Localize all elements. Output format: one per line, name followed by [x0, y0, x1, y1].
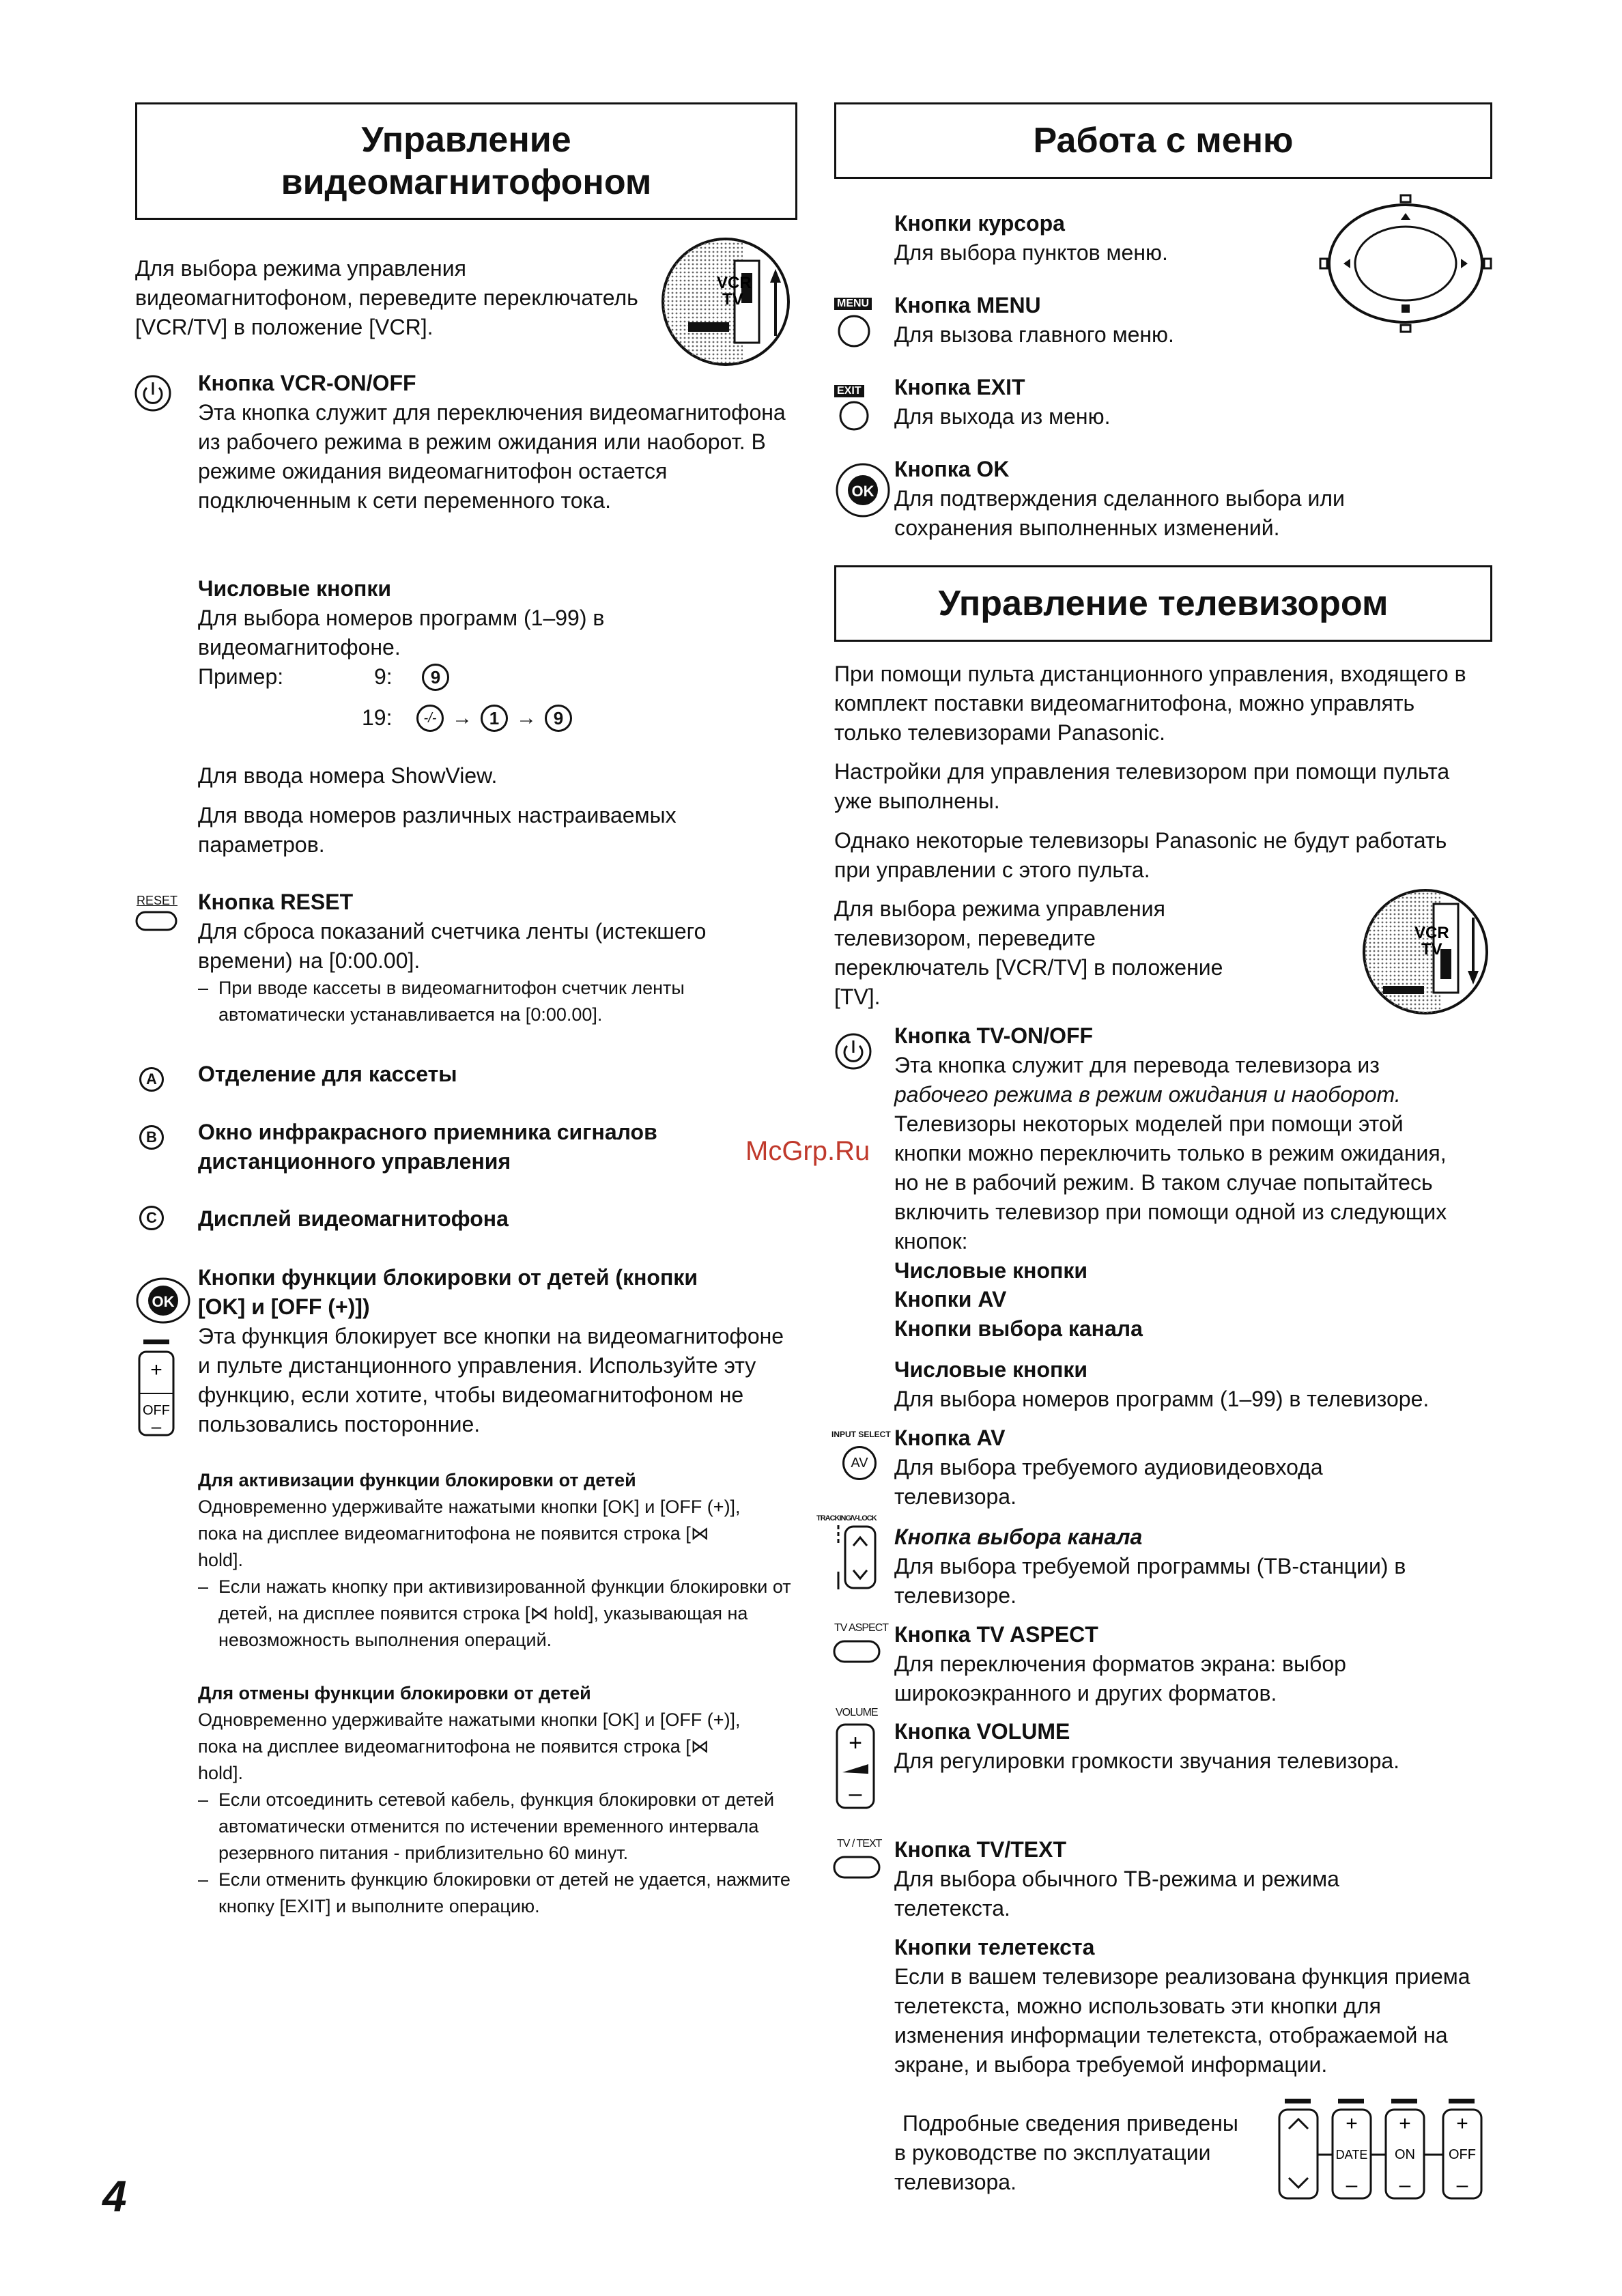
vcr-tv-switch-icon	[654, 233, 797, 370]
params-text: Для ввода номеров различных настраиваемых параметров.	[198, 803, 677, 857]
page-number: 4	[102, 2172, 127, 2221]
minus-icon: –	[1456, 2174, 1468, 2196]
mark-c-icon: C	[139, 1206, 164, 1230]
menu-title-box	[834, 102, 1492, 179]
minus-icon: –	[1346, 2174, 1358, 2196]
volume-text: Для регулировки громкости звучания телевизора.	[894, 1748, 1400, 1773]
power-icon	[134, 374, 172, 412]
menu-icon-label: MENU	[834, 298, 872, 310]
channel-button-icon	[830, 1524, 879, 1592]
exit-text: Для выхода из меню.	[894, 404, 1111, 429]
tvtext-icon-label: TV / TEXT	[837, 1838, 882, 1849]
plus-icon: +	[150, 1359, 162, 1381]
ok-heading: Кнопка OK	[894, 457, 1010, 481]
aspect-icon-label: TV ASPECT	[834, 1622, 889, 1634]
ok-button-icon	[135, 1277, 191, 1324]
switch-vcr-label: VCR	[717, 274, 752, 292]
volume-button-icon	[833, 1722, 878, 1812]
tv-control-title: Управление телевизором	[938, 584, 1389, 623]
tv-para-2: Настройки для управления телевизором при помощи пульта уже выполнены.	[834, 759, 1450, 813]
plus-icon: +	[1456, 2112, 1468, 2135]
cursor-text: Для выбора пунктов меню.	[894, 240, 1168, 265]
tv-on-off-list-2: Кнопки AV	[894, 1287, 1007, 1312]
child-lock-heading: Кнопки функции блокировки от детей (кнопки [OK] и [OFF (+)])	[198, 1265, 698, 1319]
tv-on-off-text-2: Телевизоры некоторых моделей при помощи этой кнопки можно переключить только в режим ожидания, но не в рабочий режим. В таком случае попытайтесь включить телевизор при помощи одной из следующих кнопок:	[894, 1111, 1447, 1253]
tv-para-1: При помощи пульта дистанционного управления, входящего в комплект поставки видеомагнитофона, можно управлять только телевизорами Panasonic.	[834, 662, 1466, 745]
tv-on-off-list-1: Числовые кнопки	[894, 1258, 1087, 1283]
switch-tv-label: TV	[1421, 940, 1442, 959]
menu-title: Работа с меню	[1033, 121, 1294, 160]
reset-text: Для сброса показаний счетчика ленты (истекшего времени) на [0:00.00].	[198, 919, 707, 973]
ir-receiver-window: Окно инфракрасного приемника сигналов дистанционного управления	[198, 1120, 657, 1174]
cancel-note-item: – Если отменить функцию блокировки от детей не удается, нажмите кнопку [EXIT] и выполните операцию.	[198, 1867, 799, 1920]
menu-button-icon	[837, 314, 871, 348]
ok-button-icon	[834, 462, 892, 519]
cancel-note-item: – Если отсоединить сетевой кабель, функция блокировки от детей автоматически отменится по истечении временного интервала резервного питания - приблизительно 60 минут.	[198, 1787, 799, 1867]
tv-para-4: Для выбора режима управления телевизором, переведите переключатель [VCR/TV] в положение [TV].	[834, 896, 1223, 1009]
button-9-icon: 9	[422, 664, 449, 691]
vcr-on-off-heading: Кнопка VCR-ON/OFF	[198, 371, 416, 395]
volume-icon-label: VOLUME	[836, 1707, 878, 1718]
child-lock-cancel-notes	[198, 1787, 799, 1920]
activate-note-item: – Если нажать кнопку при активизированной функции блокировки от детей, на дисплее появится строка [⋈ hold], указывающая на невозможность выполнения операций.	[198, 1574, 799, 1654]
aspect-button-icon	[833, 1640, 881, 1663]
button-1-icon: 1	[481, 705, 508, 732]
off-label: OFF	[143, 1403, 170, 1418]
arrow-icon: →	[516, 707, 537, 729]
teletext-text: Если в вашем телевизоре реализована функция приема телетекста, можно использовать эти кнопки для изменения информации телетекста, отображаемой на экране, и выбора требуемой информации.	[894, 1964, 1470, 2077]
plus-icon: +	[1399, 2112, 1411, 2135]
vcr-tv-switch-icon	[1356, 883, 1495, 1020]
child-lock-activate-text: Одновременно удерживайте нажатыми кнопки [OK] и [OFF (+)], пока на дисплее видеомагнитофона не появится строка [⋈ hold].	[198, 1497, 741, 1570]
ok-text: Для подтверждения сделанного выбора или сохранения выполненных изменений.	[894, 486, 1345, 540]
mark-a-icon: A	[139, 1067, 164, 1092]
tv-para-3: Однако некоторые телевизоры Panasonic не будут работать при управлении с этого пульта.	[834, 828, 1447, 882]
child-lock-cancel-text: Одновременно удерживайте нажатыми кнопки [OK] и [OFF (+)], пока на дисплее видеомагнитофона не появится строка [⋈ hold].	[198, 1710, 741, 1783]
tv-numeric-text: Для выбора номеров программ (1–99) в телевизоре.	[894, 1387, 1429, 1411]
minus-icon: –	[151, 1416, 162, 1436]
vcr-display: Дисплей видеомагнитофона	[198, 1206, 509, 1231]
teletext-ref: Подробные сведения приведены в руководстве по эксплуатации телевизора.	[894, 2111, 1238, 2194]
example-2-label: 19:	[362, 705, 393, 730]
date-label: DATE	[1335, 2148, 1368, 2162]
menu-heading: Кнопка MENU	[894, 293, 1041, 317]
tv-on-off-heading: Кнопка TV-ON/OFF	[894, 1023, 1094, 1048]
watermark: McGrp.Ru	[745, 1136, 870, 1166]
channel-heading: Кнопка выбора канала	[894, 1525, 1143, 1549]
switch-tv-label: TV	[722, 290, 743, 309]
menu-text: Для вызова главного меню.	[894, 322, 1174, 347]
tv-on-off-text-1: Эта кнопка служит для перевода телевизора из	[894, 1053, 1380, 1077]
minus-icon: –	[849, 1781, 862, 1806]
tvtext-heading: Кнопка TV/TEXT	[894, 1837, 1066, 1862]
channel-text: Для выбора требуемой программы (ТВ-станции) в телевизоре.	[894, 1554, 1406, 1608]
power-icon	[834, 1032, 872, 1071]
numeric-buttons-heading: Числовые кнопки	[198, 576, 391, 601]
showview-text: Для ввода номера ShowView.	[198, 763, 498, 788]
button-9-icon: 9	[545, 705, 572, 732]
reset-heading: Кнопка RESET	[198, 890, 354, 914]
vcr-control-title: Управление видеомагнитофоном	[281, 120, 652, 202]
reset-button-icon	[135, 911, 177, 931]
plus-icon: +	[849, 1730, 862, 1756]
tv-numeric-heading: Числовые кнопки	[894, 1357, 1087, 1382]
mark-b-icon: B	[139, 1125, 164, 1150]
aspect-heading: Кнопка TV ASPECT	[894, 1622, 1098, 1647]
av-button-icon: AV	[842, 1446, 877, 1480]
example-2-sequence	[412, 703, 576, 733]
ok-icon-text: OK	[152, 1293, 175, 1310]
channel-icon-label: TRACKING/V-LOCK	[816, 1514, 877, 1522]
arrow-icon: →	[452, 707, 472, 729]
exit-button-icon	[838, 400, 870, 431]
tv-on-off-list-3: Кнопки выбора канала	[894, 1316, 1143, 1341]
example-1-label: 9:	[374, 664, 393, 689]
child-lock-activate-note	[198, 1574, 799, 1654]
cursor-pad-icon	[1316, 190, 1495, 337]
vcr-control-title-box	[135, 102, 797, 220]
exit-heading: Кнопка EXIT	[894, 375, 1025, 399]
reset-note	[198, 975, 799, 1028]
plus-icon: +	[1346, 2112, 1358, 2135]
tvtext-button-icon	[833, 1856, 881, 1879]
vcr-mode-intro: Для выбора режима управления видеомагнитофоном, переведите переключатель [VCR/TV] в положение [VCR].	[135, 256, 638, 339]
volume-heading: Кнопка VOLUME	[894, 1719, 1070, 1744]
minus-icon: –	[1399, 2174, 1411, 2196]
av-heading: Кнопка AV	[894, 1426, 1006, 1450]
reset-note-item: – При вводе кассеты в видеомагнитофон счетчик ленты автоматически устанавливается на [0:00.00].	[198, 975, 799, 1028]
vcr-on-off-text: Эта кнопка служит для переключения видеомагнитофона из рабочего режима в режим ожидания или наоборот. В режиме ожидания видеомагнитофон остается подключенным к сети переменного тока.	[198, 400, 786, 513]
teletext-buttons-icon	[1275, 2096, 1494, 2205]
tv-on-off-text-italic: рабочего режима в режим ожидания и наоборот.	[894, 1082, 1401, 1107]
child-lock-activate-heading: Для активизации функции блокировки от детей	[198, 1470, 636, 1490]
av-icon-label: INPUT SELECT	[831, 1430, 891, 1439]
cursor-heading: Кнопки курсора	[894, 211, 1065, 236]
teletext-heading: Кнопки телетекста	[894, 1935, 1095, 1959]
cassette-compartment: Отделение для кассеты	[198, 1062, 457, 1086]
aspect-text: Для переключения форматов экрана: выбор широкоэкранного и других форматов.	[894, 1652, 1346, 1705]
exit-icon-label: EXIT	[834, 385, 864, 397]
tv-control-title-box	[834, 565, 1492, 642]
switch-vcr-label: VCR	[1414, 924, 1449, 942]
off-label: OFF	[1449, 2147, 1476, 2162]
on-label: ON	[1395, 2147, 1415, 2162]
example-label: Пример:	[198, 664, 284, 689]
av-text: Для выбора требуемого аудиовидеовхода телевизора.	[894, 1455, 1323, 1509]
child-lock-text: Эта функция блокирует все кнопки на видеомагнитофоне и пульте дистанционного управления. Используйте эту функцию, если хотите, чтобы видеомагнитофоном не пользовались посторонние.	[198, 1324, 784, 1436]
reset-icon-label: RESET	[137, 894, 178, 907]
off-plus-button-icon	[135, 1338, 177, 1441]
ok-icon-text: OK	[851, 483, 874, 500]
numeric-buttons-text: Для выбора номеров программ (1–99) в видеомагнитофоне.	[198, 606, 605, 660]
button-dash-icon: -/-	[416, 705, 444, 732]
child-lock-cancel-heading: Для отмены функции блокировки от детей	[198, 1683, 591, 1703]
tvtext-text: Для выбора обычного ТВ-режима и режима телетекста.	[894, 1867, 1339, 1921]
